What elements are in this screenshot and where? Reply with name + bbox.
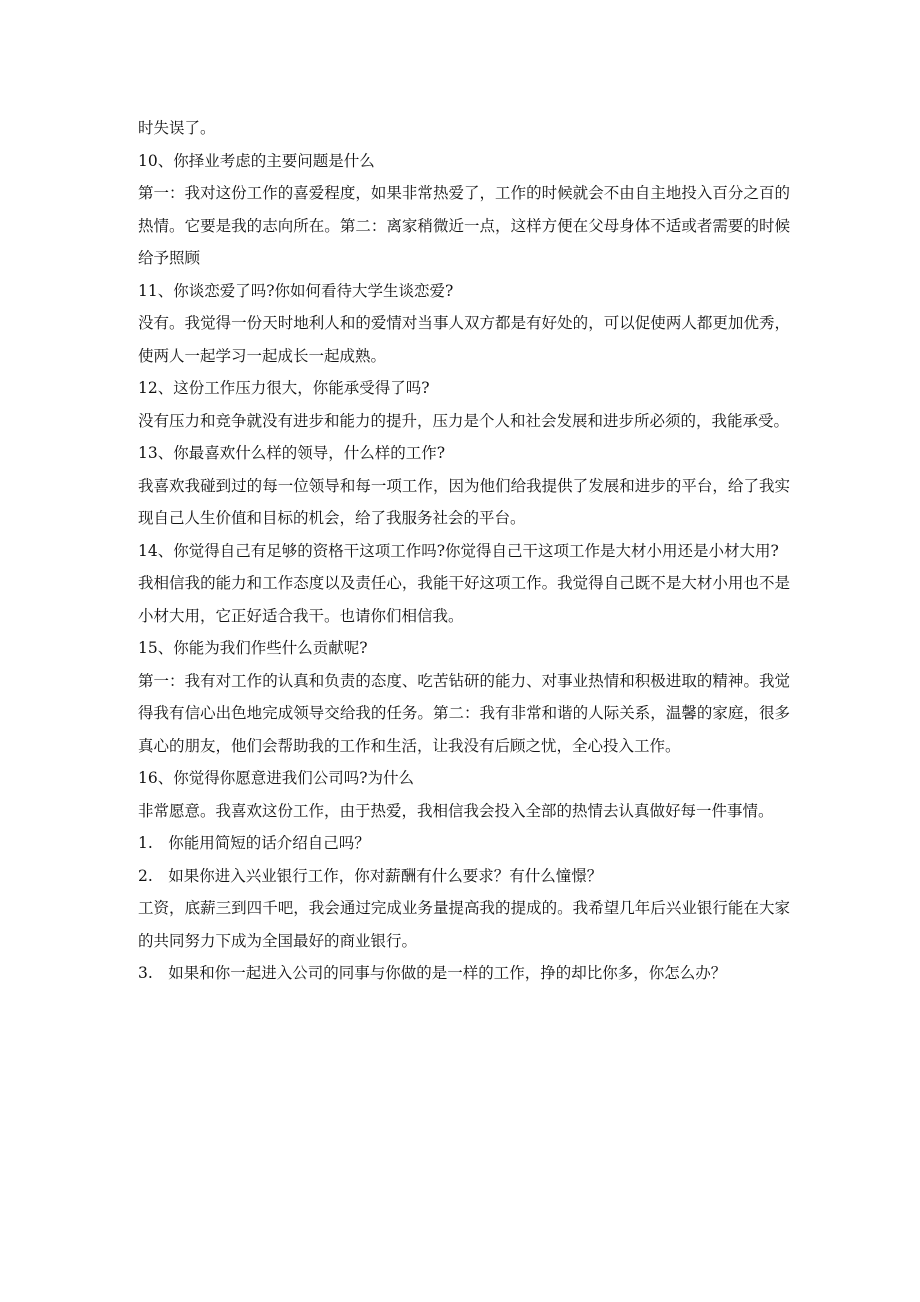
question-heading: 16、你觉得你愿意进我们公司吗?为什么: [138, 769, 415, 787]
answer-paragraph: 我喜欢我碰到过的每一位领导和每一项工作，因为他们给我提供了发展和进步的平台，给了我实现自己人生价值和目标的机会，给了我服务社会的平台。: [138, 476, 790, 527]
numbered-question: 3. 如果和你一起进入公司的同事与你做的是一样的工作，挣的却比你多，你怎么办？: [138, 964, 727, 982]
question-heading: 12、这份工作压力很大，你能承受得了吗?: [138, 379, 430, 397]
question-heading: 11、你谈恋爱了吗?你如何看待大学生谈恋爱?: [138, 281, 454, 300]
document-body: [138, 112, 790, 990]
answer-paragraph: 第一：我对这份工作的喜爱程度，如果非常热爱了，工作的时候就会不由自主地投入百分之百的热情。它要是我的志向所在。第二：离家稍微近一点，这样方便在父母身体不适或者需要的时候给予照顾: [138, 184, 790, 267]
question-heading: 13、你最喜欢什么样的领导，什么样的工作?: [138, 444, 446, 462]
paragraph: 时失误了。: [138, 119, 216, 137]
answer-paragraph: 非常愿意。我喜欢这份工作，由于热爱，我相信我会投入全部的热情去认真做好每一件事情。: [138, 801, 774, 820]
answer-paragraph: 第一：我有对工作的认真和负责的态度、吃苦钻研的能力、对事业热情和积极进取的精神。我觉得我有信心出色地完成领导交给我的任务。第二：我有非常和谐的人际关系，温馨的家庭，很多真心的朋友，他们会帮助我的工作和生活，让我没有后顾之忧，全心投入工作。: [138, 671, 790, 755]
numbered-question: 2. 如果你进入兴业银行工作，你对薪酬有什么要求？有什么憧憬？: [138, 866, 603, 885]
question-heading: 10、你择业考虑的主要问题是什么: [138, 151, 375, 170]
answer-paragraph: 我相信我的能力和工作态度以及责任心，我能干好这项工作。我觉得自己既不是大材小用也不是小材大用，它正好适合我干。也请你们相信我。: [138, 574, 790, 625]
question-heading: 15、你能为我们作些什么贡献呢?: [138, 639, 368, 657]
answer-paragraph: 工资，底薪三到四千吧，我会通过完成业务量提高我的提成的。我希望几年后兴业银行能在大家的共同努力下成为全国最好的商业银行。: [138, 899, 790, 950]
numbered-question: 1. 你能用简短的话介绍自己吗？: [138, 834, 370, 852]
answer-paragraph: 没有压力和竞争就没有进步和能力的提升，压力是个人和社会发展和进步所必须的，我能承受。: [138, 411, 790, 430]
answer-paragraph: 没有。我觉得一份天时地利人和的爱情对当事人双方都是有好处的，可以促使两人都更加优秀，使两人一起学习一起成长一起成熟。: [138, 314, 790, 365]
question-heading: 14、你觉得自己有足够的资格干这项工作吗?你觉得自己干这项工作是大材小用还是小材大用?: [138, 541, 779, 560]
